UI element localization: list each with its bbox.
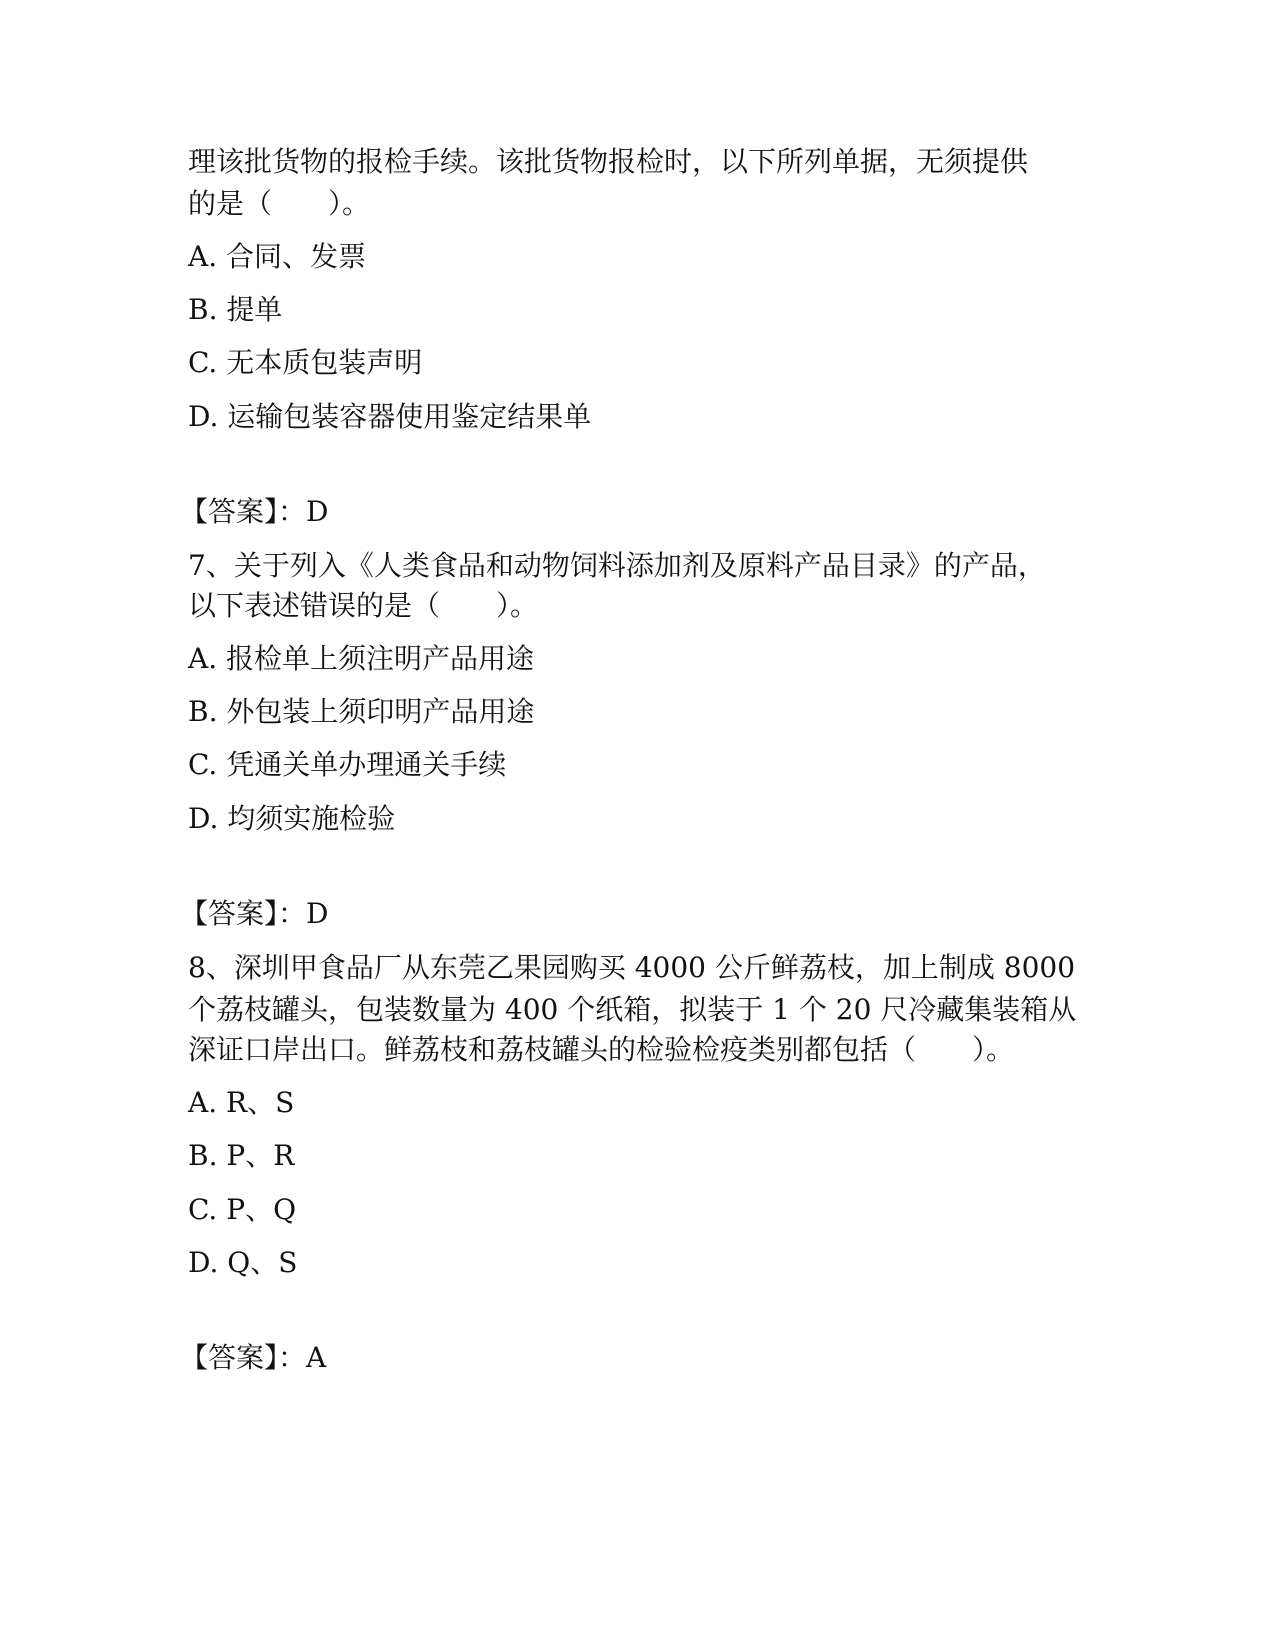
q8-option-c: C. P、Q <box>188 1193 297 1226</box>
q6-answer: 【答案】：D <box>180 495 329 528</box>
q8-stem-line-3: 深证口岸出口。鲜荔枝和荔枝罐头的检验检疫类别都包括（ ）。 <box>188 1033 1015 1066</box>
q6-stem-line-1: 理该批货物的报检手续。该批货物报检时，以下所列单据，无须提供 <box>188 145 1029 178</box>
q8-option-b: B. P、R <box>188 1139 295 1172</box>
q6-option-a: A. 合同、发票 <box>188 240 367 273</box>
q8-stem-line-2: 个荔枝罐头，包装数量为 400 个纸箱，拟装于 1 个 20 尺冷藏集装箱从 <box>188 993 1077 1026</box>
q6-option-d: D. 运输包装容器使用鉴定结果单 <box>188 400 592 433</box>
q7-option-b: B. 外包装上须印明产品用途 <box>188 695 535 728</box>
q7-stem-line-1: 7、关于列入《人类食品和动物饲料添加剂及原料产品目录》的产品， <box>188 549 1046 582</box>
q7-option-d: D. 均须实施检验 <box>188 802 396 835</box>
q8-stem-line-1: 8、深圳甲食品厂从东莞乙果园购买 4000 公斤鲜荔枝，加上制成 8000 <box>188 951 1076 984</box>
q8-option-a: A. R、S <box>188 1086 295 1119</box>
q6-option-b: B. 提单 <box>188 293 283 326</box>
q8-option-d: D. Q、S <box>188 1246 298 1279</box>
q6-option-c: C. 无本质包装声明 <box>188 346 423 379</box>
q7-answer: 【答案】：D <box>180 897 329 930</box>
q6-stem-line-2: 的是（ ）。 <box>188 187 371 220</box>
q7-option-a: A. 报检单上须注明产品用途 <box>188 642 535 675</box>
q7-option-c: C. 凭通关单办理通关手续 <box>188 748 507 781</box>
q7-stem-line-2: 以下表述错误的是（ ）。 <box>188 589 539 622</box>
q8-answer: 【答案】：A <box>180 1341 327 1374</box>
